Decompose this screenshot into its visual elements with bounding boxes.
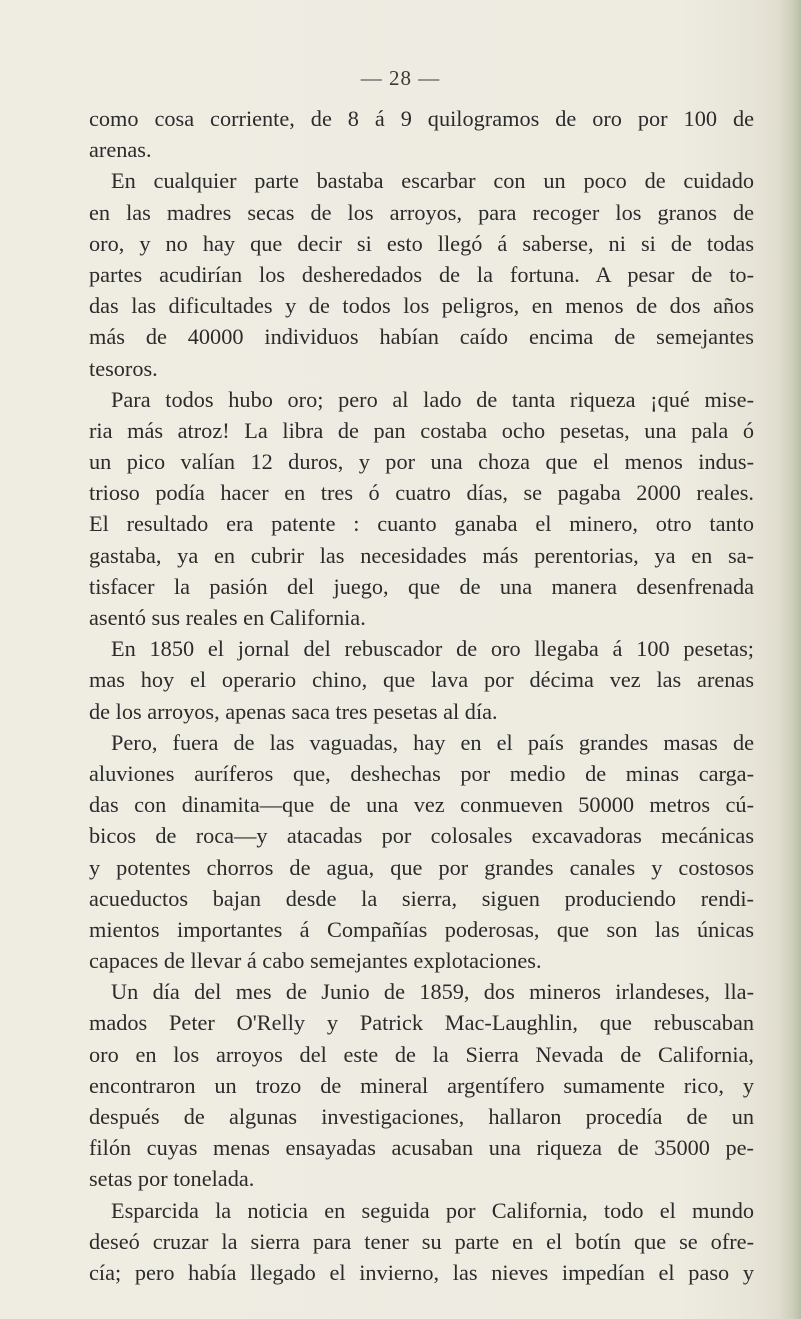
text-line: Un día del mes de Junio de 1859, dos mineros irlandeses, lla- <box>111 979 754 1005</box>
text-line: en las madres secas de los arroyos, para recoger los granos de <box>89 199 754 225</box>
text-line: asentó sus reales en California. <box>89 605 366 630</box>
text-line: mientos importantes á Compañías poderosas, que son las únicas <box>89 916 754 942</box>
text-line: aluviones auríferos que, deshechas por medio de minas carga- <box>89 760 754 786</box>
body-text <box>89 103 754 1288</box>
text-line: un pico valían 12 duros, y por una choza que el menos indus- <box>89 449 754 475</box>
text-line: tisfacer la pasión del juego, que de una manera desenfrenada <box>89 573 754 599</box>
text-line: Esparcida la noticia en seguida por California, todo el mundo <box>111 1197 754 1223</box>
page-number: — 28 — <box>360 66 441 90</box>
text-line: arenas. <box>89 137 152 163</box>
text-line: Pero, fuera de las vaguadas, hay en el país grandes masas de <box>111 729 754 755</box>
text-line: das con dinamita—que de una vez conmueven 50000 metros cú- <box>89 792 754 818</box>
text-line: El resultado era patente : cuanto ganaba el minero, otro tanto <box>89 511 754 537</box>
text-line: En 1850 el jornal del rebuscador de oro llegaba á 100 pesetas; <box>111 636 754 662</box>
text-line: trioso podía hacer en tres ó cuatro días, se pagaba 2000 reales. <box>89 480 754 506</box>
text-line: deseó cruzar la sierra para tener su parte en el botín que se ofre- <box>89 1228 754 1254</box>
text-line: filón cuyas menas ensayadas acusaban una riqueza de 35000 pe- <box>89 1135 754 1161</box>
page-edge-shadow <box>779 0 801 1319</box>
text-line: capaces de llevar á cabo semejantes explotaciones. <box>89 948 542 974</box>
text-line: gastaba, ya en cubrir las necesidades más perentorias, ya en sa- <box>89 542 754 568</box>
text-line: Para todos hubo oro; pero al lado de tanta riqueza ¡qué mise- <box>111 386 754 412</box>
text-line: ria más atroz! La libra de pan costaba ocho pesetas, una pala ó <box>89 417 754 443</box>
text-line: setas por tonelada. <box>89 1166 255 1192</box>
text-line: más de 40000 individuos habían caído encima de semejantes <box>89 324 754 350</box>
text-line: después de algunas investigaciones, hallaron procedía de un <box>89 1104 754 1129</box>
text-line: encontraron un trozo de mineral argentífero sumamente rico, y <box>89 1072 754 1098</box>
text-line: tesoros. <box>89 355 158 381</box>
text-line: acueductos bajan desde la sierra, siguen produciendo rendi- <box>89 885 754 911</box>
text-line: mas hoy el operario chino, que lava por décima vez las arenas <box>89 667 754 693</box>
text-line: das las dificultades y de todos los peligros, en menos de dos años <box>89 293 754 319</box>
text-line: En cualquier parte bastaba escarbar con un poco de cuidado <box>111 168 754 194</box>
text-line: bicos de roca—y atacadas por colosales excavadoras mecánicas <box>89 823 754 849</box>
text-line: y potentes chorros de agua, que por grandes canales y costosos <box>89 854 754 880</box>
text-line: oro, y no hay que decir si esto llegó á saberse, ni si de todas <box>89 230 754 256</box>
text-line: como cosa corriente, de 8 á 9 quilogramos de oro por 100 de <box>89 106 754 131</box>
text-line: partes acudirían los desheredados de la fortuna. A pesar de to- <box>89 261 754 287</box>
text-line: oro en los arroyos del este de la Sierra Nevada de California, <box>89 1041 754 1067</box>
text-line: de los arroyos, apenas saca tres pesetas al día. <box>89 698 498 724</box>
text-line: cía; pero había llegado el invierno, las nieves impedían el paso y <box>89 1259 754 1285</box>
text-line: mados Peter O'Relly y Patrick Mac-Laughlin, que rebuscaban <box>89 1010 754 1036</box>
